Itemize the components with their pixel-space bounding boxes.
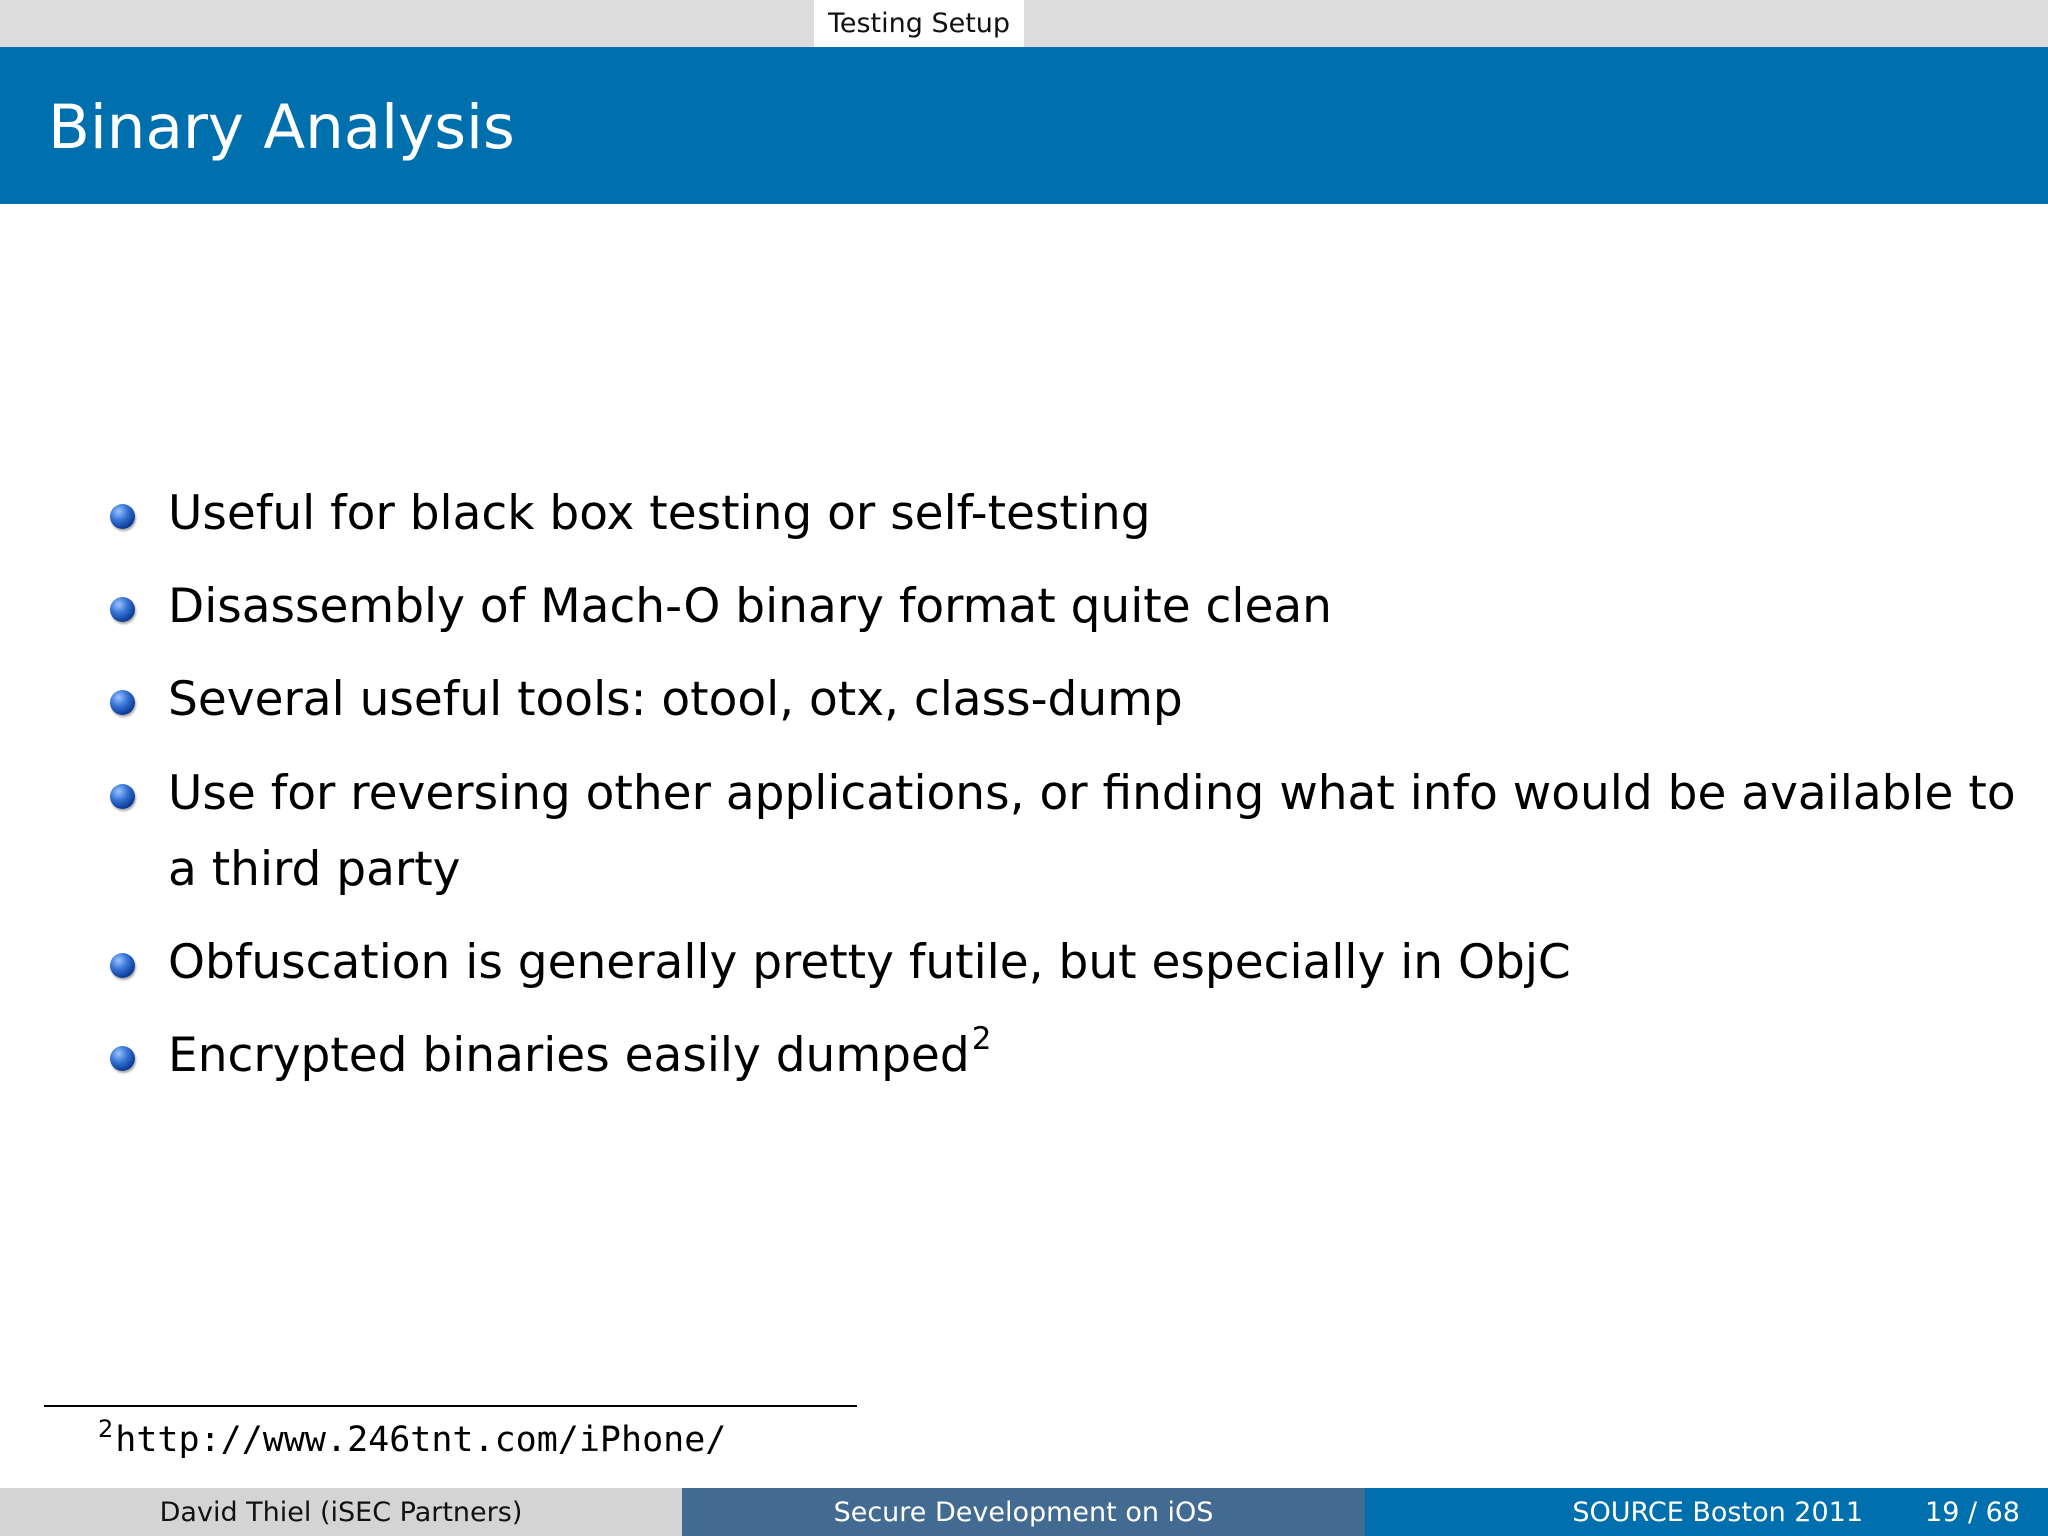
bullet-text-line-1: Use for reversing other applications, or finding what info would be available to [168,766,2016,821]
bullet-text-line-2: a third party [168,842,461,897]
bullet-icon [110,1046,135,1071]
bullet-text-content: Encrypted binaries easily dumped [168,1028,970,1083]
bullet-icon [110,784,135,809]
bullet-text [168,1018,2048,1099]
footer-event: SOURCE Boston 2011 [1572,1496,1864,1528]
footnote-number: 2 [98,1415,114,1443]
page-counter: 19 / 68 [1925,1496,2020,1528]
footer-presentation-title: Secure Development on iOS [682,1488,1365,1536]
bullet-icon [110,690,135,715]
bullet-text: Several useful tools: otool, otx, class-dump [168,672,1183,727]
footnote-link[interactable]: http://www.246tnt.com/iPhone/ [115,1420,727,1460]
footnote-divider [44,1405,857,1407]
footer-author: David Thiel (iSEC Partners) [0,1488,682,1536]
footer-right [1365,1488,2048,1536]
bullet-text: Disassembly of Mach-O binary format quite clean [168,579,1332,634]
bullet-icon [110,597,135,622]
bullet-icon [110,504,135,529]
bullet-text: Useful for black box testing or self-testing [168,486,1151,541]
navigation-strip [0,0,2048,47]
bullet-icon [110,953,135,978]
footnote-reference[interactable]: 2 [971,1021,992,1057]
section-nav-link[interactable]: Testing Setup [814,0,1024,47]
slide-title: Binary Analysis [48,92,515,163]
footer [0,1488,2048,1536]
title-bar [0,47,2048,204]
footnote [98,1415,727,1460]
bullet-text: Obfuscation is generally pretty futile, but especially in ObjC [168,935,1571,990]
